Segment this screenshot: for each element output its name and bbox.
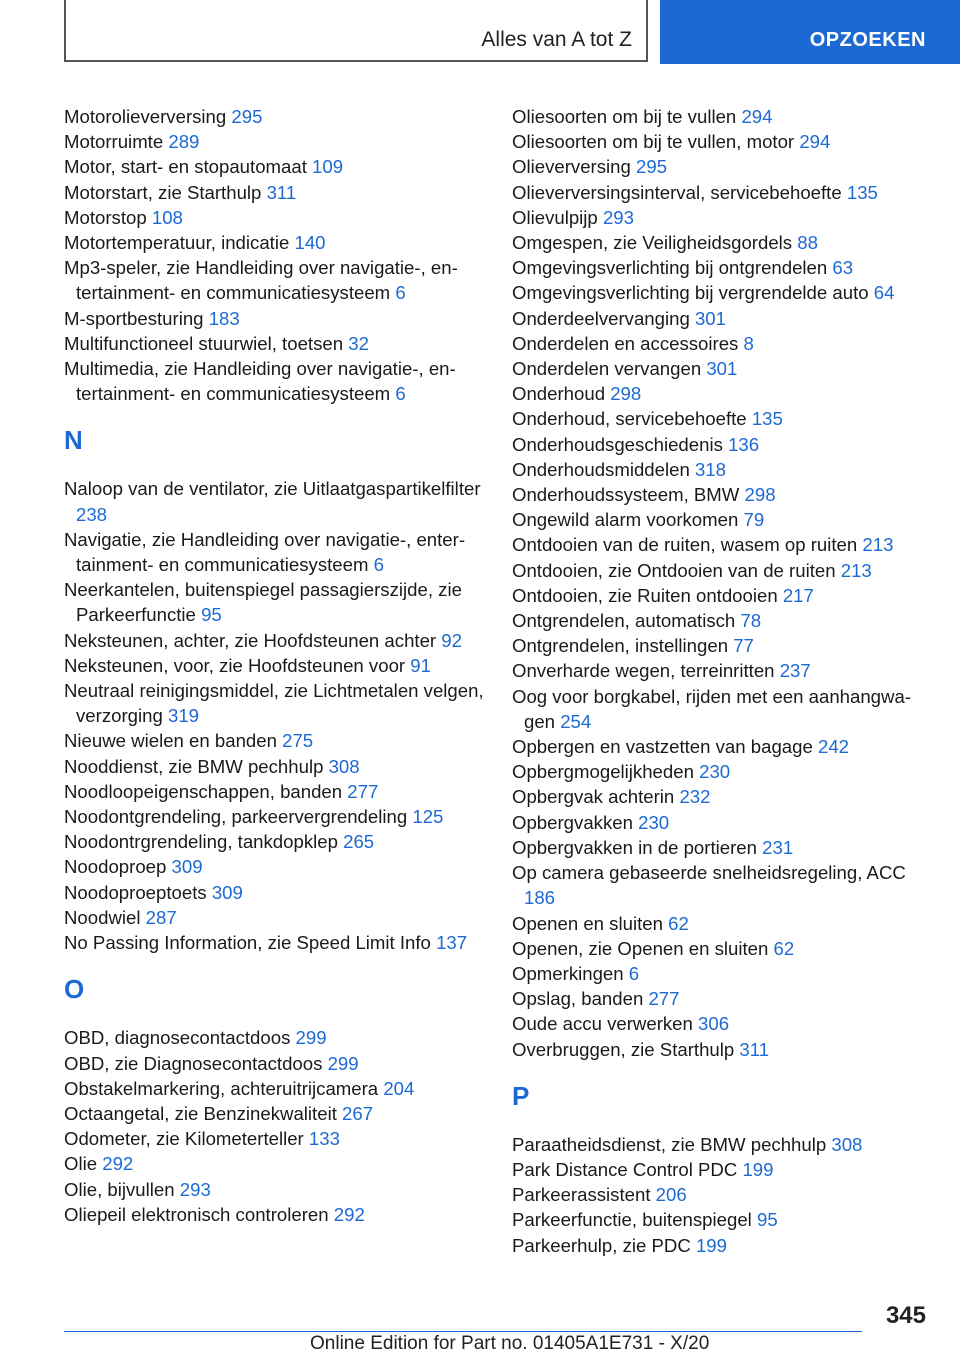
index-page-link[interactable]: 299 [295, 1027, 327, 1049]
index-page-link[interactable]: 292 [102, 1153, 134, 1175]
index-page-link[interactable]: 6 [628, 962, 640, 984]
index-entry-text: Overbruggen, zie Starthulp [512, 1038, 735, 1060]
index-entry-text: Neerkantelen, buitenspiegel passagierszijde, zie Parkeerfunctie [64, 579, 462, 626]
index-entry-text: Onverharde wegen, terreinritten [512, 660, 775, 682]
index-page-link[interactable]: 136 [728, 433, 760, 455]
index-entry [512, 1037, 932, 1062]
index-entry-text: Olie, bijvullen [64, 1178, 175, 1200]
index-entry [512, 608, 932, 633]
index-page-link[interactable]: 62 [773, 937, 795, 959]
index-entry [512, 205, 932, 230]
index-entry [64, 306, 484, 331]
index-entry-text: Nooddienst, zie BMW pechhulp [64, 755, 324, 777]
index-page-link[interactable]: 277 [347, 780, 379, 802]
index-page-link[interactable]: 292 [333, 1203, 365, 1225]
index-entry-text: Octaangetal, zie Benzinekwaliteit [64, 1102, 337, 1124]
index-entry-text: Ontgrendelen, automatisch [512, 610, 736, 632]
index-entry [64, 1202, 484, 1227]
index-entry-text: Noodoproep [64, 856, 167, 878]
index-entry-text: Multimedia, zie Handleiding over navigatie-, entertainment- en communicatiesysteem [64, 358, 456, 405]
index-entry [512, 1182, 932, 1207]
index-entry-text: Onderhoudsmiddelen [512, 458, 690, 480]
index-page-link[interactable]: 109 [312, 156, 344, 178]
index-entry [512, 507, 932, 532]
index-entry [512, 986, 932, 1011]
index-entry [512, 734, 932, 759]
index-entry [64, 854, 484, 879]
index-column-left [64, 104, 484, 1227]
index-entry [64, 1025, 484, 1050]
index-entry [64, 653, 484, 678]
index-entry [512, 583, 932, 608]
tab-alles-van-a-tot-z[interactable] [64, 0, 648, 62]
index-entry [512, 911, 932, 936]
index-entry [512, 835, 932, 860]
index-entry [512, 406, 932, 431]
index-entry-text: Paraatheidsdienst, zie BMW pechhulp [512, 1133, 827, 1155]
index-page-link[interactable]: 213 [862, 534, 894, 556]
index-entry [64, 829, 484, 854]
index-entry [64, 230, 484, 255]
index-page-link[interactable]: 230 [699, 761, 731, 783]
index-entry [64, 331, 484, 356]
index-page-link[interactable]: 79 [743, 509, 765, 531]
index-page-link[interactable]: 319 [168, 705, 200, 727]
index-entry [64, 728, 484, 753]
index-entry [512, 759, 932, 784]
index-page-link[interactable]: 217 [782, 584, 814, 606]
index-page-link[interactable]: 267 [342, 1102, 374, 1124]
index-entry [512, 633, 932, 658]
index-page-link[interactable]: 77 [733, 635, 754, 657]
index-page-link[interactable]: 135 [846, 181, 878, 203]
index-page-link[interactable]: 254 [560, 710, 592, 732]
index-entry-text: Op camera gebaseerde snelheidsregeling, ACC [512, 862, 906, 884]
index-entry [64, 1151, 484, 1176]
index-entry-text: Ontdooien, zie Ontdooien van de ruiten [512, 559, 836, 581]
index-entry-text: Opbergvak achterin [512, 786, 675, 808]
footer-edition-text: Online Edition for Part no. 01405A1E731 - X/20 [310, 1333, 710, 1354]
index-letter-heading: N [64, 425, 83, 456]
index-entry [512, 457, 932, 482]
index-letter-heading: P [512, 1080, 530, 1111]
index-entry [64, 880, 484, 905]
index-entry-text: Olievulpijp [512, 206, 598, 228]
index-page-link[interactable]: 277 [648, 988, 680, 1010]
index-entry [64, 1076, 484, 1101]
index-entry [64, 930, 484, 955]
index-page-link[interactable]: 95 [201, 604, 222, 626]
index-entry-text: Opbergmogelijkheden [512, 761, 694, 783]
index-entry-text: OBD, zie Diagnosecontactdoos [64, 1052, 323, 1074]
index-page-link[interactable]: 88 [797, 232, 818, 254]
index-entry [512, 381, 932, 406]
index-entry-text: Olieverversingsinterval, servicebehoefte [512, 181, 842, 203]
index-page-link[interactable]: 275 [282, 730, 314, 752]
index-entry-text: Onderhoudssysteem, BMW [512, 484, 740, 506]
index-entry [512, 180, 932, 205]
index-entry [512, 432, 932, 457]
index-page-link[interactable]: 295 [636, 156, 668, 178]
index-entry [512, 1157, 932, 1182]
index-entry [512, 961, 932, 986]
index-entry [64, 356, 484, 406]
index-page-link[interactable]: 242 [818, 736, 850, 758]
index-page-link[interactable]: 289 [168, 131, 200, 153]
index-entry-text: Openen en sluiten [512, 912, 663, 934]
index-letter-heading: O [64, 974, 85, 1005]
index-page-link[interactable]: 6 [395, 383, 406, 405]
index-page-link[interactable]: 294 [741, 106, 773, 127]
index-page-link[interactable]: 183 [208, 307, 240, 329]
index-entry-text: Ongewild alarm voorkomen [512, 509, 739, 531]
index-page-link[interactable]: 238 [76, 503, 108, 525]
index-entry-text: Mp3-speler, zie Handleiding over navigatie-, entertainment- en communicatiesysteem [64, 257, 458, 304]
index-entry-text: Neutraal reinigingsmiddel, zie Lichtmetalen velgen, verzorging [64, 680, 484, 727]
index-entry-text: Multifunctioneel stuurwiel, toetsen [64, 332, 344, 354]
index-entry-text: Neksteunen, voor, zie Hoofdsteunen voor [64, 654, 406, 676]
index-entry [64, 104, 484, 129]
index-page-link[interactable]: 298 [610, 383, 642, 405]
index-entry [512, 558, 932, 583]
index-page-link[interactable]: 186 [524, 887, 556, 909]
index-entry [64, 154, 484, 179]
index-page-link[interactable]: 91 [410, 654, 431, 676]
index-entry [512, 306, 932, 331]
index-entry [512, 1011, 932, 1036]
index-entry-text: Onderdelen vervangen [512, 358, 702, 380]
index-entry-text: Motorruimte [64, 131, 164, 153]
index-entry-text: Opslag, banden [512, 988, 644, 1010]
index-entry [512, 658, 932, 683]
index-entry-text: Noodoproeptoets [64, 881, 207, 903]
index-entry-text: Oude accu verwerken [512, 1013, 693, 1035]
index-page-link[interactable]: 206 [655, 1184, 687, 1206]
index-page-link[interactable]: 308 [328, 755, 360, 777]
index-entry-text: Motortemperatuur, indicatie [64, 232, 290, 254]
index-entry-text: Omgevingsverlichting bij ontgrendelen [512, 257, 828, 279]
index-page-link[interactable]: 62 [668, 912, 689, 934]
index-entry [512, 1132, 932, 1157]
index-entry-text: Opbergvakken in de portieren [512, 836, 757, 858]
index-entry [64, 1126, 484, 1151]
index-entry-text: Neksteunen, achter, zie Hoofdsteunen achter [64, 629, 437, 651]
index-page-link[interactable]: 318 [694, 458, 726, 480]
index-entry-text: Navigatie, zie Handleiding over navigatie-, entertainment- en communicatiesysteem [64, 528, 466, 576]
index-entry-text: Motorolieverversing [64, 106, 227, 127]
index-entry [64, 129, 484, 154]
index-entry [64, 476, 484, 526]
index-entry-text: Onderdeelvervanging [512, 307, 690, 329]
index-entry-text: Onderhoud, servicebehoefte [512, 408, 747, 430]
index-page-link[interactable]: 199 [742, 1158, 774, 1180]
index-page-link[interactable]: 63 [832, 257, 854, 279]
index-page-link[interactable]: 287 [145, 906, 177, 928]
index-entry [512, 1207, 932, 1232]
index-entry-text: Omgespen, zie Veiligheidsgordels [512, 232, 793, 254]
index-entry-text: Onderdelen en accessoires [512, 332, 739, 354]
index-entry-text: Motor, start- en stopautomaat [64, 156, 307, 178]
index-page-link[interactable]: 78 [740, 610, 762, 632]
index-entry [64, 180, 484, 205]
index-page-link[interactable]: 108 [151, 206, 183, 228]
index-entry-text: Olieverversing [512, 156, 631, 178]
index-page-link[interactable]: 135 [751, 408, 783, 430]
index-entry-text: Noodontrgrendeling, tankdopklep [64, 831, 338, 853]
index-page-link[interactable]: 232 [679, 786, 711, 808]
index-entry [512, 331, 932, 356]
index-entry [512, 280, 932, 305]
index-entry-text: Olie [64, 1153, 98, 1175]
index-page-link[interactable]: 265 [343, 831, 375, 853]
index-entry-text: Parkeerhulp, zie PDC [512, 1234, 691, 1256]
index-entry-text: Oog voor borgkabel, rijden met een aanhangwagen [512, 685, 911, 732]
index-page-link[interactable]: 294 [799, 131, 831, 153]
index-page-link[interactable]: 311 [266, 181, 297, 203]
index-entry-text: No Passing Information, zie Speed Limit Info [64, 932, 431, 954]
index-entry-text: Opmerkingen [512, 962, 624, 984]
index-page-link[interactable]: 230 [638, 811, 670, 833]
index-page-link[interactable]: 301 [694, 307, 726, 329]
index-page-link[interactable]: 311 [739, 1038, 770, 1060]
index-entry-text: Motorstop [64, 206, 147, 228]
index-entry [512, 255, 932, 280]
index-entry [64, 1177, 484, 1202]
index-page-link[interactable]: 299 [327, 1052, 359, 1074]
index-page-link[interactable]: 213 [840, 559, 872, 581]
index-page-link[interactable]: 8 [743, 332, 754, 354]
index-entry [64, 754, 484, 779]
index-entry [64, 1051, 484, 1076]
index-entry [64, 205, 484, 230]
index-entry-text: Ontgrendelen, instellingen [512, 635, 729, 657]
index-page-link[interactable]: 92 [441, 629, 462, 651]
index-page-link[interactable]: 237 [779, 660, 811, 682]
index-page-link[interactable]: 308 [831, 1133, 863, 1155]
index-entry [512, 936, 932, 961]
index-entry-text: Ontdooien, zie Ruiten ontdooien [512, 584, 778, 606]
tab-opzoeken[interactable] [660, 0, 960, 64]
index-page-link[interactable]: 306 [698, 1013, 730, 1035]
index-entry [512, 230, 932, 255]
index-entry-text: Omgevingsverlichting bij vergrendelde auto [512, 282, 869, 304]
index-entry-text: Parkeerassistent [512, 1184, 651, 1206]
index-entry-text: Onderhoud [512, 383, 606, 405]
index-entry-text: Nieuwe wielen en banden [64, 730, 277, 752]
index-entry-text: Oliepeil elektronisch controleren [64, 1203, 329, 1225]
index-page-link[interactable]: 64 [873, 282, 895, 304]
index-entry-text: Opbergen en vastzetten van bagage [512, 736, 813, 758]
index-entry [64, 577, 484, 627]
index-entry-text: M-sportbesturing [64, 307, 204, 329]
index-entry [512, 810, 932, 835]
index-entry-text: Obstakelmarkering, achteruitrijcamera [64, 1077, 379, 1099]
index-page-link[interactable]: 309 [211, 881, 243, 903]
index-entry-text: OBD, diagnosecontactdoos [64, 1027, 291, 1049]
index-page-link[interactable]: 140 [294, 232, 326, 254]
index-entry-text: Opbergvakken [512, 811, 633, 833]
footer-divider [64, 1331, 862, 1332]
tab-opzoeken-label: OPZOEKEN [809, 29, 926, 51]
index-entry [64, 779, 484, 804]
index-entry-text: Odometer, zie Kilometerteller [64, 1128, 304, 1150]
index-entry-text: Motorstart, zie Starthulp [64, 181, 262, 203]
index-page-link[interactable]: 6 [373, 554, 384, 576]
index-entry-text: Noodloopeigenschappen, banden [64, 780, 343, 802]
page-number: 345 [885, 1302, 926, 1329]
index-entry [64, 628, 484, 653]
index-entry [512, 129, 932, 154]
index-entry-text: Naloop van de ventilator, zie Uitlaatgaspartikelfilter [64, 478, 481, 500]
index-page-link[interactable]: 125 [412, 806, 444, 828]
index-entry [512, 154, 932, 179]
index-entry-text: Park Distance Control PDC [512, 1158, 738, 1180]
header-bar [0, 0, 960, 66]
index-entry-text: Oliesoorten om bij te vullen, motor [512, 131, 795, 153]
index-column-right [512, 104, 932, 1258]
index-entry [512, 532, 932, 557]
index-entry [64, 905, 484, 930]
index-entry [64, 678, 484, 728]
index-entry [64, 255, 484, 305]
index-page-link[interactable]: 295 [231, 106, 263, 127]
index-entry [64, 1101, 484, 1126]
index-page-link[interactable]: 309 [171, 856, 203, 878]
index-entry [512, 784, 932, 809]
index-entry [512, 356, 932, 381]
index-page-link[interactable]: 298 [744, 484, 776, 506]
index-page-link[interactable]: 32 [348, 332, 369, 354]
index-entry-text: Onderhoudsgeschiedenis [512, 433, 723, 455]
index-entry [512, 104, 932, 129]
index-page-link[interactable]: 293 [179, 1178, 211, 1200]
index-entry [512, 684, 932, 734]
index-page-link[interactable]: 95 [756, 1209, 778, 1231]
index-entry [512, 860, 932, 910]
index-entry-text: Ontdooien van de ruiten, wasem op ruiten [512, 534, 858, 556]
index-page-link[interactable]: 204 [383, 1077, 415, 1099]
index-page-link[interactable]: 301 [706, 358, 738, 380]
index-entry-text: Noodwiel [64, 906, 141, 928]
index-page-link[interactable]: 293 [602, 206, 634, 228]
index-entry-text: Noodontgrendeling, parkeervergrendeling [64, 806, 408, 828]
index-entry [64, 527, 484, 577]
index-page-link[interactable]: 6 [395, 282, 406, 304]
index-entry-text: Openen, zie Openen en sluiten [512, 937, 769, 959]
index-entry-text: Parkeerfunctie, buitenspiegel [512, 1209, 752, 1231]
tab-alles-van-a-tot-z-label: Alles van A tot Z [481, 28, 632, 51]
index-page-link[interactable]: 137 [436, 932, 468, 954]
index-entry [64, 804, 484, 829]
index-page-link[interactable]: 231 [762, 836, 794, 858]
index-entry-text: Oliesoorten om bij te vullen [512, 106, 737, 127]
index-page-link[interactable]: 199 [695, 1234, 727, 1256]
index-entry [512, 482, 932, 507]
index-entry [512, 1233, 932, 1258]
index-page-link[interactable]: 133 [308, 1128, 340, 1150]
